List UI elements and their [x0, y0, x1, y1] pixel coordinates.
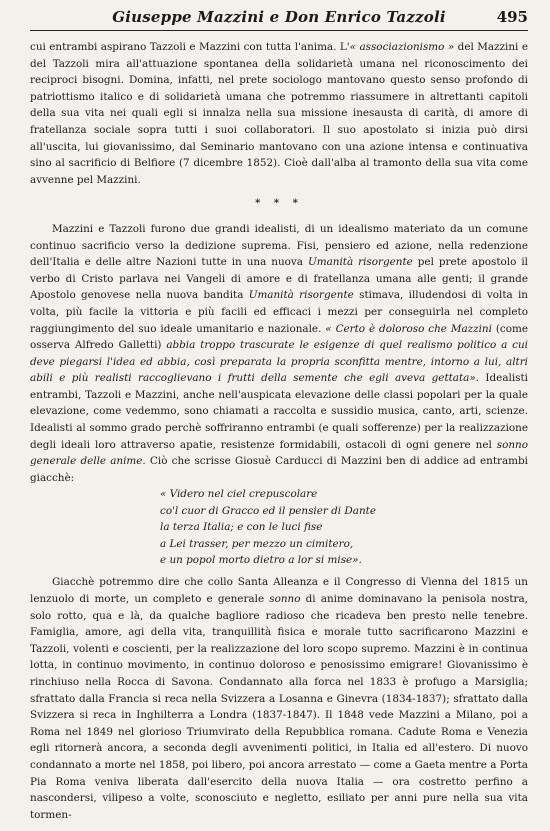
running-header [30, 8, 528, 31]
verse-line: « Videro nel ciel crepuscolare [160, 488, 318, 501]
verse-line: a Lei trasser, per mezzo un cimitero, [160, 537, 354, 550]
page-number: 495 [496, 8, 528, 26]
running-title: Giuseppe Mazzini e Don Enrico Tazzoli [112, 8, 446, 26]
verse-quotation [160, 486, 528, 568]
page-body [30, 39, 528, 823]
paragraph-1: cui entrambi aspirano Tazzoli e Mazzini con tutta l'anima. L'« associazionismo » del Mazzini e del Tazzoli mira all'attuazione spontanea della solidarietà umana nel riconoscimento dei reciproci bisogni. Domina, infatti, nel prete sociologo mantovano questo senso profondo di patriottismo italico e di solidarietà umana che potremmo riassumere in altrettanti capitoli della sua vita nei quali egli si innalza nella sua missione inesausta di carità, di amore di fratellanza sociale sopra tutti i suoi collaboratori. Il suo apostolato si inizia può dirsi all'uscita, lui giovanissimo, dal Seminario mantovano con una azione intensa e continuativa sino al sacrificio di Belfiore (7 dicembre 1852). Cioè dall'alba al tramonto della sua vita come avvenne pel Mazzini. [30, 41, 528, 186]
verse-line: la terza Italia; e con le luci fise [160, 521, 323, 534]
verse-line: e un popol morto dietro a lor si mise». [160, 554, 362, 567]
paragraph-2: Mazzini e Tazzoli furono due grandi idealisti, di un idealismo materiato da un comune continuo sacrificio verso la dedizione suprema. Fisi, pensiero ed azione, nella redenzione dell'Italia e delle altre Nazioni tutte in una nuova Umanità risorgente pel prete apostolo il verbo di Cristo parlava nei Vangeli di amore e di fratellanza umana alle genti; il grande Apostolo genovese nella nuova bandita Umanità risorgente stimava, illudendosi di volta in volta, più facile la vittoria e più facili ed efficaci i mezzi per conseguirla nel completo raggiungimento del suo ideale umanitario e nazionale. « Certo è doloroso che Mazzini (come osserva Alfredo Galletti) abbia troppo trascurate le esigenze di quel realismo politico a cui deve piegarsi l'idea ed abbia, così preparata la propria sconfitta mentre, intorno a lui, altri abili e più realisti raccoglievano i frutti della semente che egli aveva gettata». Idealisti entrambi, Tazzoli e Mazzini, anche nell'auspicata elevazione delle classi popolari per la quale elevazione, come vedemmo, sono chiamati a raccolta e sussidio musica, canto, arti, scienze. Idealisti al sommo grado perchè soffriranno entrambi (e quali sofferenze) per la realizzazione degli ideali loro attraverso apatie, resistenze formidabili, ostacoli di ogni genere nel sonno generale delle anime. Ciò che scrisse Giosuè Carducci di Mazzini ben di addice ad entrambi giacchè: [30, 222, 529, 484]
verse-line: co'l cuor di Gracco ed il pensier di Dante [160, 504, 376, 517]
paragraph-3: Giacchè potremmo dire che collo Santa Alleanza e il Congresso di Vienna del 1815 un lenzuolo di morte, un completo e generale sonno di anime dominavano la penisola nostra, solo rotto, qua e là, da qualche bagliore radioso che ricadeva ben presto nelle tenebre. Famiglia, amore, agi della vita, tranquillità fisica e morale tutto sacrificarono Mazzini e Tazzoli, volenti e coscienti, per la realizzazione del loro scopo supremo. Mazzini è in continua lotta, in continuo movimento, in continuo doloroso e penosissimo emigrare! Giovanissimo è rinchiuso nella Rocca di Savona. Condannato alla forca nel 1833 è profugo a Marsiglia; sfrattato dalla Francia si reca nella Svizzera a Losanna e Ginevra (1834-1837); sfrattato dalla Svizzera si reca in Inghilterra a Londra (1837-1847). Il 1848 vede Mazzini a Milano, poi a Roma nel 1849 nel glorioso Triumvirato della Repubblica romana. Cadute Roma e Venezia egli ritornerà ancora, a seconda degli avvenimenti politici, in Italia ed all'estero. Di nuovo condannato a morte nel 1858, poi libero, poi ancora arrestato — come a Gaeta mentre a Porta Pia Roma veniva liberata dall'esercito della nuova Italia — ora costretto perfino a nascondersi, vilipeso a volte, sconosciuto e negletto, esiliato per anni pure nella sua vita tormen- [30, 576, 528, 821]
section-ornament: * * * [255, 198, 303, 210]
